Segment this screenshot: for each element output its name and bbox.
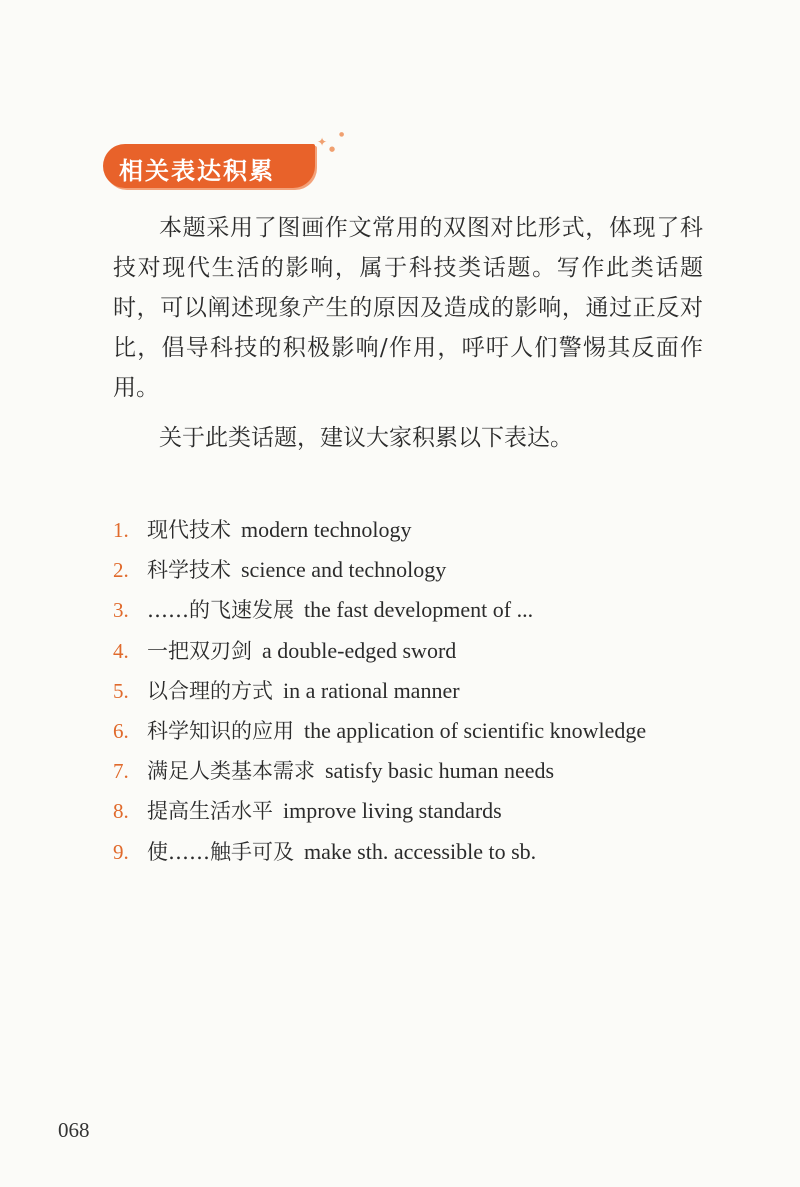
page-number: 068 — [58, 1118, 90, 1142]
intro-paragraph: 本题采用了图画作文常用的双图对比形式，体现了科技对现代生活的影响，属于科技类话题。写作此类话题时，可以阐述现象产生的原因及造成的影响，通过正反对比，倡导科技的积极影响/作用，呼吁人们警惕其反面作用。 — [113, 215, 703, 401]
list-item — [113, 510, 733, 550]
section-title: 相关表达积累 — [119, 157, 275, 185]
english-expression: in a rational manner — [283, 677, 460, 703]
english-expression: a double-edged sword — [262, 637, 457, 663]
suggestion-paragraph: 关于此类话题，建议大家积累以下表达。 — [159, 425, 573, 451]
chinese-expression: ……的飞速发展 — [147, 598, 294, 623]
chinese-expression: 科学知识的应用 — [147, 718, 294, 743]
english-expression: modern technology — [241, 517, 412, 542]
list-item — [113, 832, 733, 872]
section-heading-tag — [103, 131, 345, 190]
english-expression: make sth. accessible to sb. — [304, 838, 537, 864]
sparkle-icon: ✦ — [317, 135, 328, 149]
chinese-expression: 科学技术 — [147, 558, 231, 583]
chinese-expression: 现代技术 — [147, 518, 231, 542]
sparkle-icon: ● — [339, 131, 345, 138]
list-item — [113, 590, 733, 630]
item-number: 6. — [113, 718, 129, 743]
chinese-expression: 以合理的方式 — [147, 678, 273, 703]
list-item — [113, 671, 733, 711]
chinese-expression: 使……触手可及 — [147, 839, 294, 864]
item-number: 1. — [113, 518, 129, 542]
expression-list — [113, 510, 733, 872]
list-item — [113, 751, 733, 791]
english-expression: satisfy basic human needs — [325, 758, 555, 784]
chinese-expression: 满足人类基本需求 — [147, 759, 315, 784]
list-item — [113, 631, 733, 671]
english-expression: science and technology — [241, 557, 447, 583]
item-number: 5. — [113, 678, 129, 703]
chinese-expression: 一把双刃剑 — [147, 638, 252, 663]
item-number: 9. — [113, 839, 129, 864]
list-item — [113, 791, 733, 831]
item-number: 8. — [113, 799, 129, 824]
list-item — [113, 550, 733, 590]
list-item — [113, 711, 733, 751]
english-expression: improve living standards — [283, 798, 502, 824]
item-number: 2. — [113, 558, 129, 583]
sparkle-icon: ● — [329, 145, 336, 153]
chinese-expression: 提高生活水平 — [147, 799, 273, 824]
item-number: 7. — [113, 759, 129, 784]
english-expression: the fast development of ... — [304, 597, 534, 623]
item-number: 4. — [113, 638, 129, 663]
english-expression: the application of scientific knowledge — [304, 717, 647, 743]
item-number: 3. — [113, 598, 129, 623]
